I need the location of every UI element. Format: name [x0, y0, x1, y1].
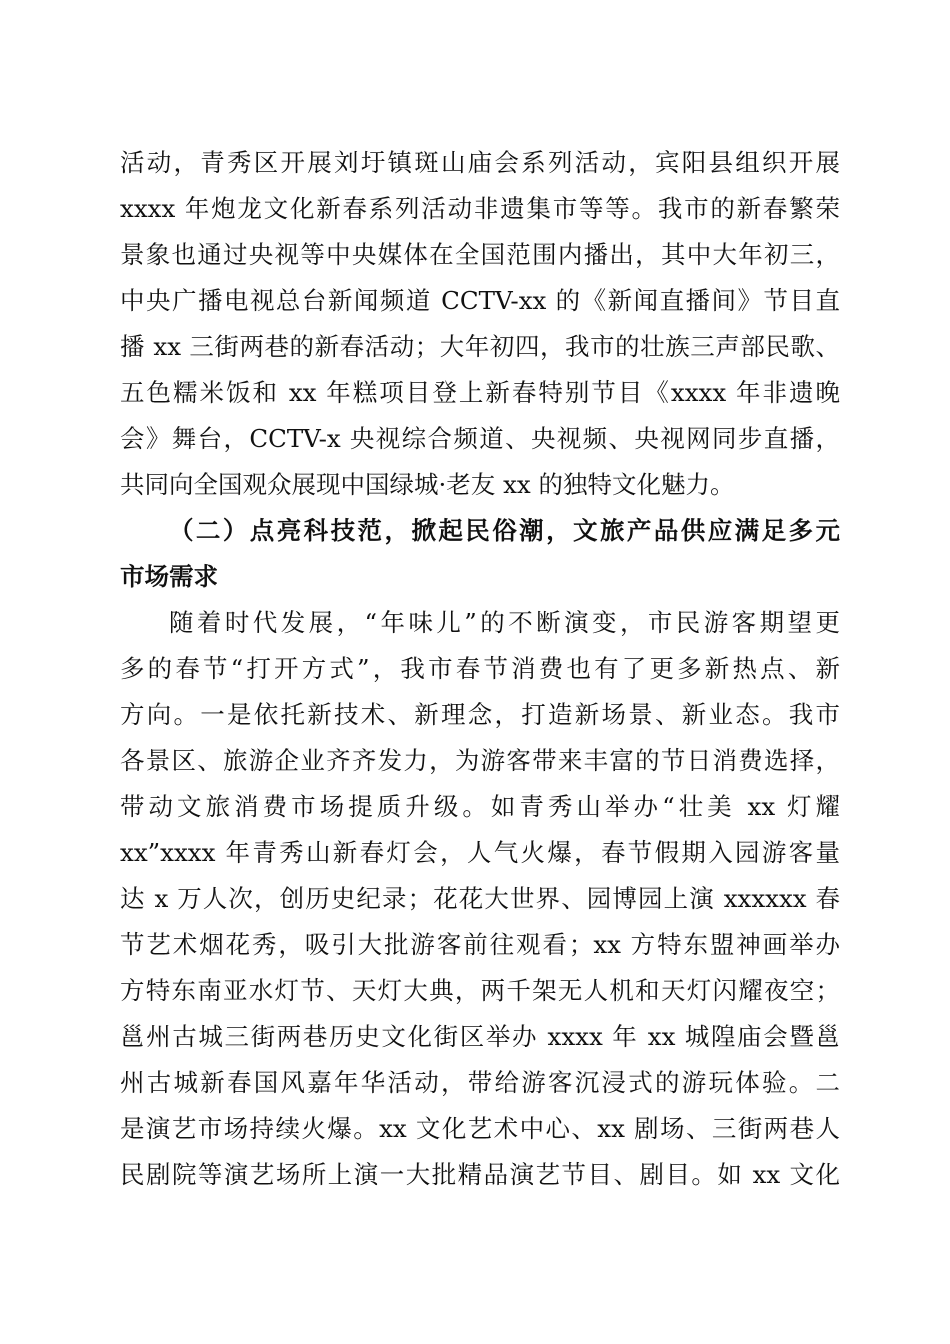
- text-line: 五色糯米饭和 xx 年糕项目登上新春特别节目《xxxx 年非遗晚: [120, 378, 840, 407]
- text-line: xx”xxxx 年青秀山新春灯会，人气火爆，春节假期入园游客量: [120, 838, 840, 867]
- document-body: [120, 140, 840, 1198]
- text-line: 民剧院等演艺场所上演一大批精品演艺节目、剧目。如 xx 文化: [120, 1160, 840, 1189]
- text-line: 节艺术烟花秀，吸引大批游客前往观看；xx 方特东盟神画举办: [120, 930, 840, 959]
- text-line: 多的春节“打开方式”，我市春节消费也有了更多新热点、新: [120, 654, 840, 683]
- heading-line: 市场需求: [120, 562, 218, 591]
- text-line: 是演艺市场持续火爆。xx 文化艺术中心、xx 剧场、三街两巷人: [120, 1114, 840, 1143]
- text-line: 共同向全国观众展现中国绿城·老友 xx 的独特文化魅力。: [120, 470, 735, 499]
- text-line: 达 x 万人次，创历史纪录；花花大世界、园博园上演 xxxxxx 春: [120, 884, 840, 913]
- text-line: 随着时代发展，“年味儿”的不断演变，市民游客期望更: [169, 608, 840, 637]
- text-line: 中央广播电视总台新闻频道 CCTV-xx 的《新闻直播间》节目直: [120, 286, 840, 315]
- text-line: 播 xx 三街两巷的新春活动；大年初四，我市的壮族三声部民歌、: [120, 332, 840, 361]
- section-heading: [120, 508, 840, 600]
- paragraph: [120, 600, 840, 1198]
- text-line: 方向。一是依托新技术、新理念，打造新场景、新业态。我市: [120, 700, 840, 729]
- text-line: xxxx 年炮龙文化新春系列活动非遗集市等等。我市的新春繁荣: [120, 194, 840, 223]
- heading-line: （二）点亮科技范，掀起民俗潮，文旅产品供应满足多元: [169, 516, 840, 545]
- text-line: 景象也通过央视等中央媒体在全国范围内播出，其中大年初三，: [120, 240, 840, 269]
- text-line: 邕州古城三街两巷历史文化街区举办 xxxx 年 xx 城隍庙会暨邕: [120, 1022, 840, 1051]
- text-line: 带动文旅消费市场提质升级。如青秀山举办“壮美 xx 灯耀: [120, 792, 840, 821]
- text-line: 活动，青秀区开展刘圩镇斑山庙会系列活动，宾阳县组织开展: [120, 148, 840, 177]
- text-line: 州古城新春国风嘉年华活动，带给游客沉浸式的游玩体验。二: [120, 1068, 840, 1097]
- text-line: 各景区、旅游企业齐齐发力，为游客带来丰富的节日消费选择，: [120, 746, 840, 775]
- text-line: 会》舞台，CCTV-x 央视综合频道、央视频、央视网同步直播，: [120, 424, 840, 453]
- paragraph: [120, 140, 840, 508]
- text-line: 方特东南亚水灯节、天灯大典，两千架无人机和天灯闪耀夜空；: [120, 976, 840, 1005]
